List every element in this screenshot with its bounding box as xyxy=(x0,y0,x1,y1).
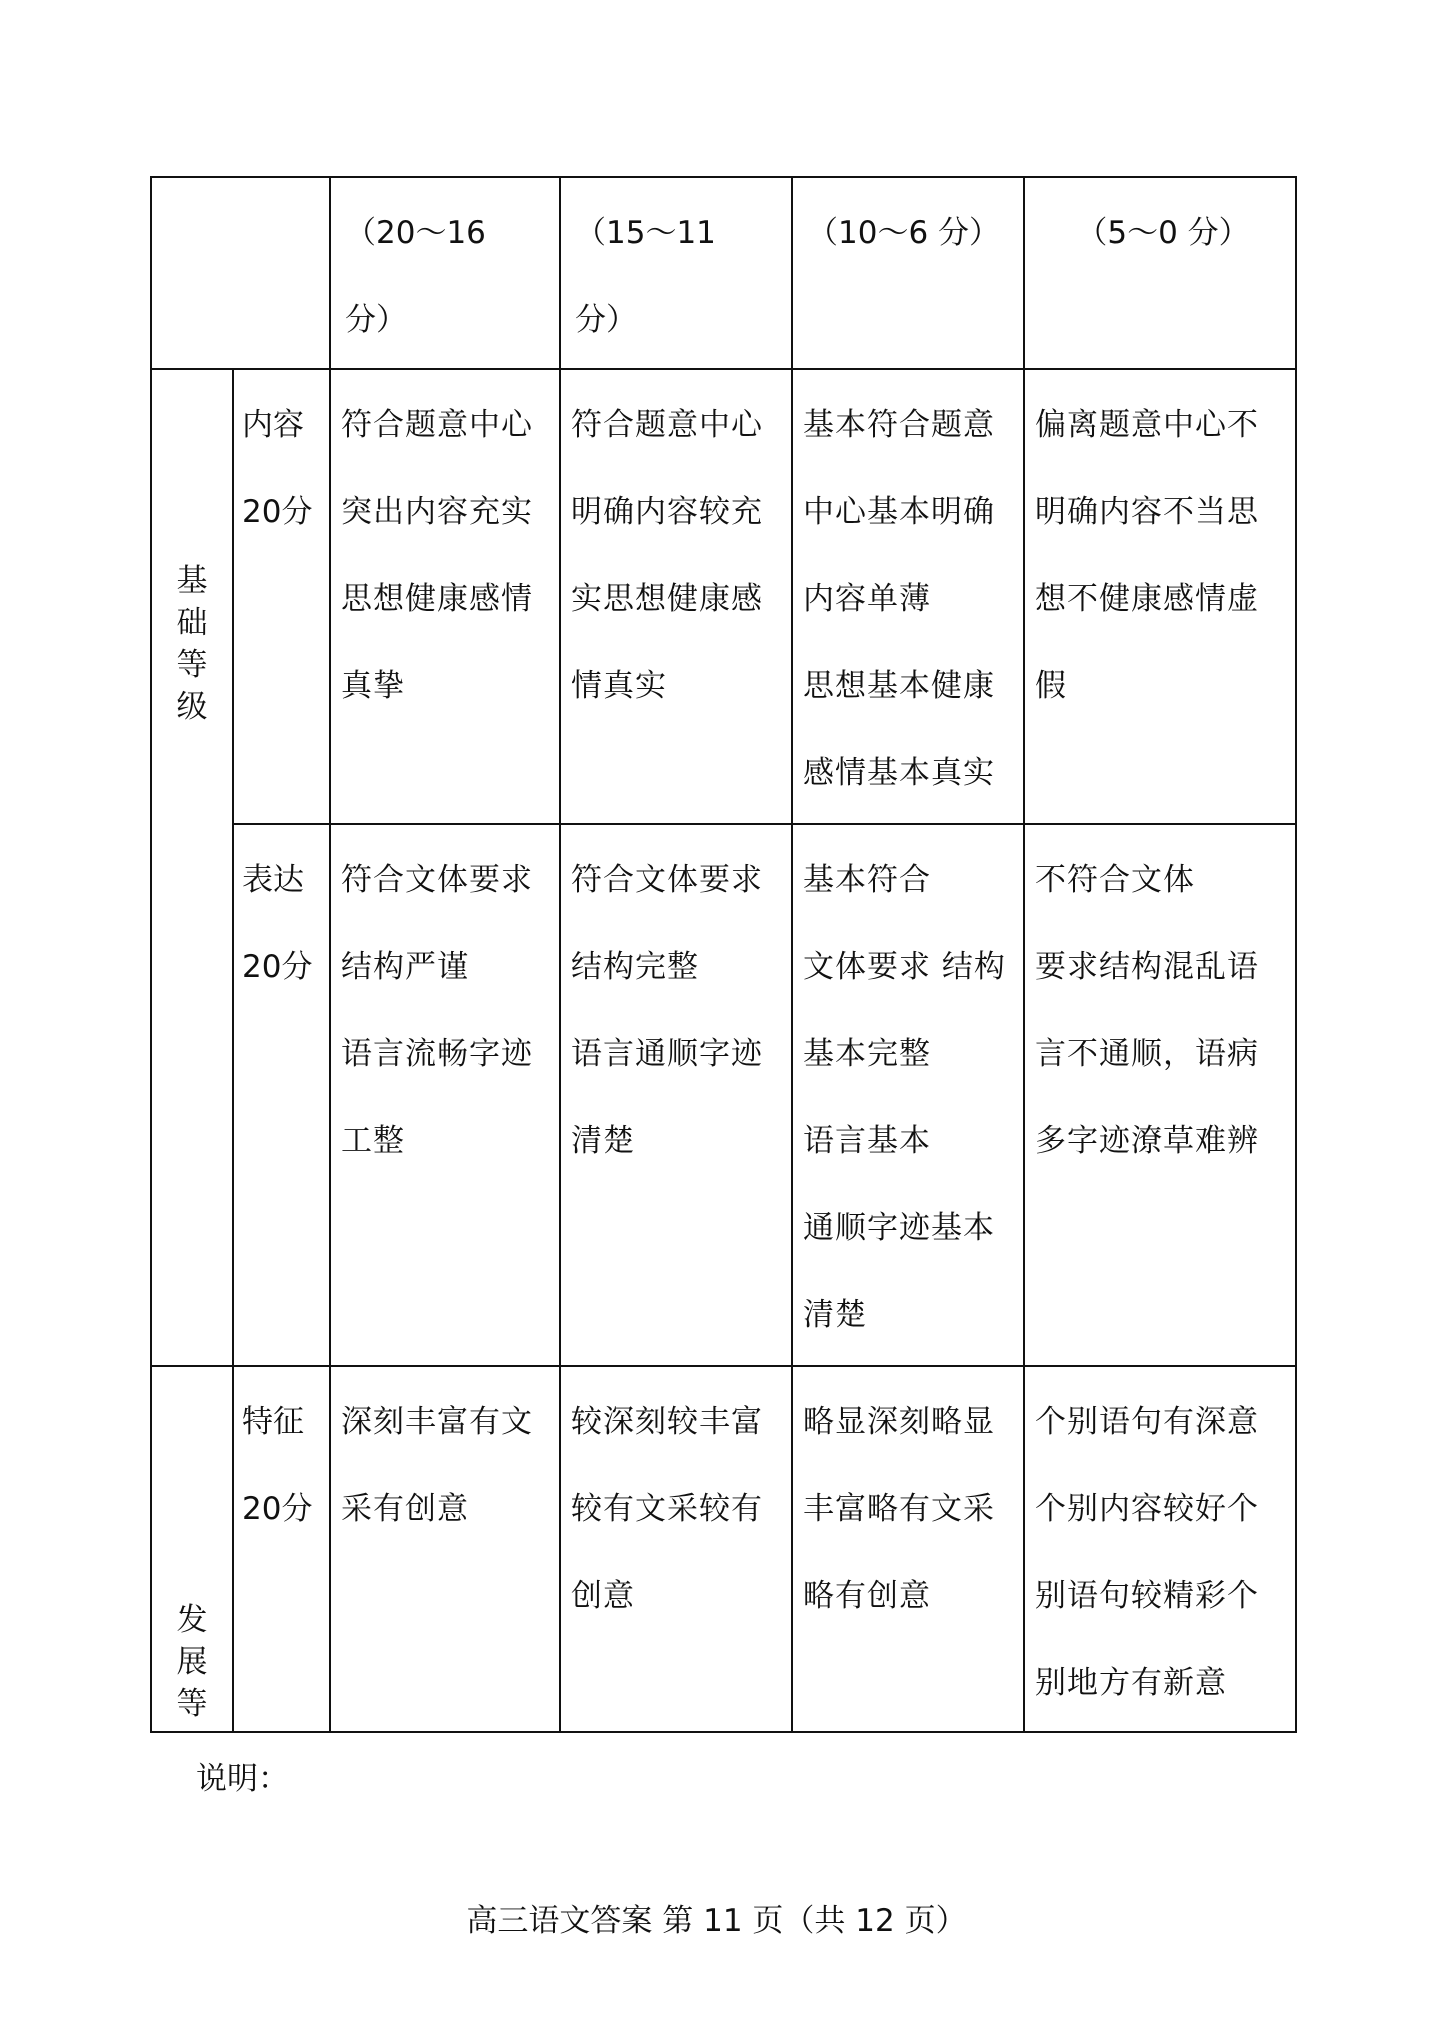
content-label-cell: 内容 20分 xyxy=(233,369,330,824)
development-level-cell xyxy=(151,1366,233,1732)
note-label: 说明： xyxy=(196,1761,289,1797)
feature-label-cell: 特征 20分 xyxy=(233,1366,330,1732)
header-row xyxy=(151,177,1296,369)
header-grade-1: （20～16 分） xyxy=(330,177,560,369)
header-grade-3: （10～6 分） xyxy=(792,177,1024,369)
basic-level-label: 基 础 等 级 xyxy=(176,563,208,725)
feature-row xyxy=(151,1366,1296,1732)
feature-grade-3: 略显深刻略显 丰富略有文采 略有创意 xyxy=(792,1366,1024,1732)
content-grade-4: 偏离题意中心不 明确内容不当思 想不健康感情虚 假 xyxy=(1024,369,1296,824)
feature-grade-2: 较深刻较丰富 较有文采较有 创意 xyxy=(560,1366,792,1732)
header-grade-4: （5～0 分） xyxy=(1024,177,1296,369)
header-empty-cell xyxy=(151,177,330,369)
expression-grade-3: 基本符合 文体要求 结构 基本完整 语言基本 通顺字迹基本 清楚 xyxy=(792,824,1024,1366)
development-level-label: 发 展 等 xyxy=(176,1602,208,1722)
content-grade-2: 符合题意中心 明确内容较充 实思想健康感 情真实 xyxy=(560,369,792,824)
page-footer: 高三语文答案 第 11 页（共 12 页） xyxy=(466,1903,967,1939)
content-grade-3: 基本符合题意 中心基本明确 内容单薄 思想基本健康 感情基本真实 xyxy=(792,369,1024,824)
expression-grade-2: 符合文体要求 结构完整 语言通顺字迹 清楚 xyxy=(560,824,792,1366)
expression-label-cell: 表达 20分 xyxy=(233,824,330,1366)
basic-level-cell xyxy=(151,369,233,1366)
header-grade-2: （15～11 分） xyxy=(560,177,792,369)
content-row xyxy=(151,369,1296,824)
expression-grade-1: 符合文体要求 结构严谨 语言流畅字迹 工整 xyxy=(330,824,560,1366)
expression-grade-4: 不符合文体 要求结构混乱语 言不通顺，语病 多字迹潦草难辨 xyxy=(1024,824,1296,1366)
feature-grade-1: 深刻丰富有文 采有创意 xyxy=(330,1366,560,1732)
expression-row xyxy=(151,824,1296,1366)
content-grade-1: 符合题意中心 突出内容充实 思想健康感情 真挚 xyxy=(330,369,560,824)
feature-grade-4: 个别语句有深意 个别内容较好个 别语句较精彩个 别地方有新意 xyxy=(1024,1366,1296,1732)
scoring-rubric-table xyxy=(150,176,1297,1733)
